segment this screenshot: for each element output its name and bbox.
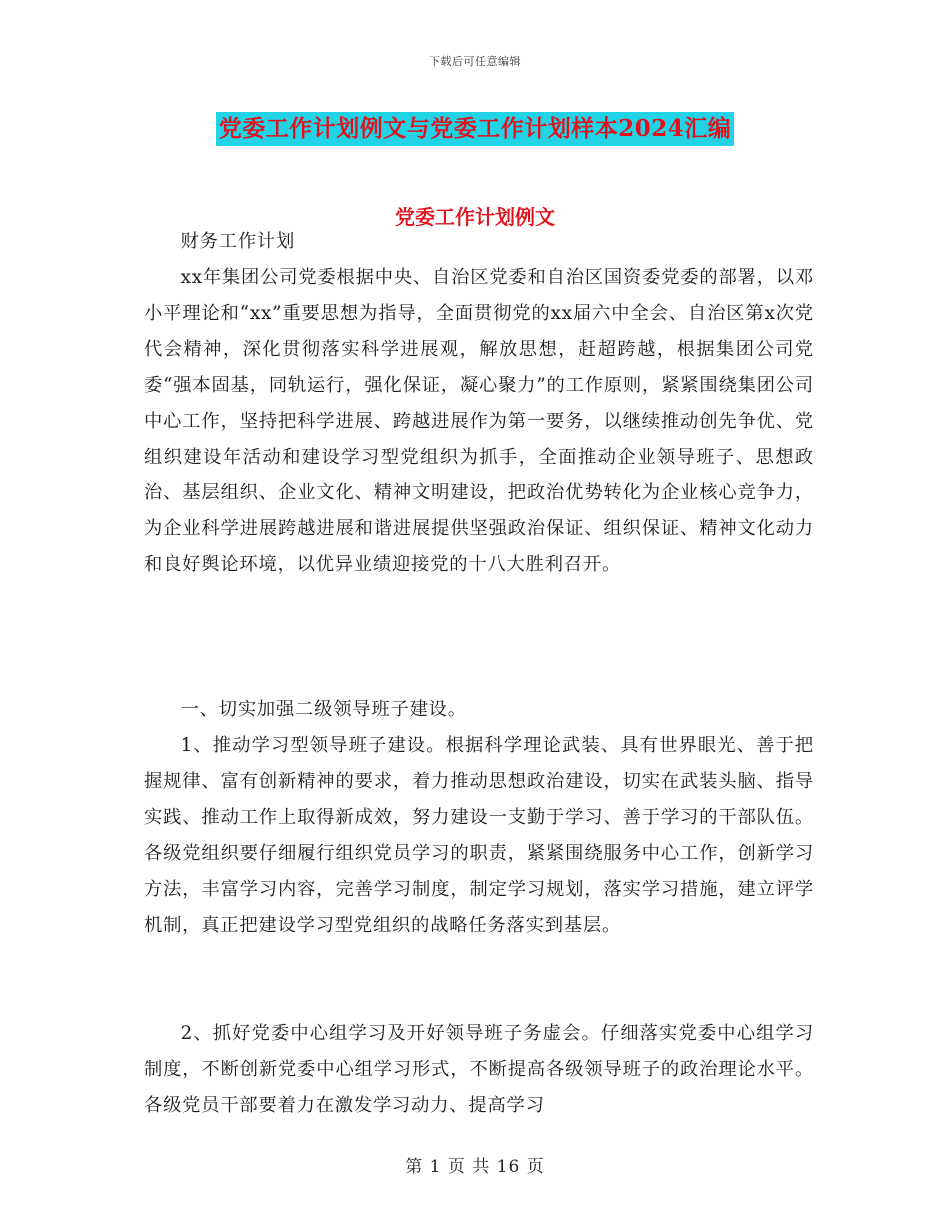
paragraph: xx年集团公司党委根据中央、自治区党委和自治区国资委党委的部署，以邓小平理论和“xx”重要思想为指导，全面贯彻党的xx届六中全会、自治区第x次党代会精神，深化贯彻落实科学进展观，解放思想，赶超跨越，根据集团公司党委“强本固基，同轨运行，强化保证，凝心聚力”的工作原则，紧紧围绕集团公司中心工作，坚持把科学进展、跨越进展作为第一要务，以继续推动创先争优、党组织建设年活动和建设学习型党组织为抓手，全面推动企业领导班子、思想政治、基层组织、企业文化、精神文明建设，把政治优势转化为企业核心竞争力，为企业科学进展跨越进展和谐进展提供坚强政治保证、组织保证、精神文化动力和良好舆论环境，以优异业绩迎接党的十八大胜利召开。 [144,267,814,576]
page-number: 第 1 页 共 16 页 [405,1157,545,1177]
document-title: 党委工作计划例文与党委工作计划样本2024汇编 [216,112,735,146]
section-title: 党委工作计划例文 [395,205,555,229]
document-title-container [0,112,950,146]
paragraph: 1、推动学习型领导班子建设。根据科学理论武装、具有世界眼光、善于把握规律、富有创新精神的要求，着力推动思想政治建设，切实在武装头脑、指导实践、推动工作上取得新成效，努力建设一支勤于学习、善于学习的干部队伍。各级党组织要仔细履行组织党员学习的职责，紧紧围绕服务中心工作，创新学习方法，丰富学习内容，完善学习制度，制定学习规划，落实学习措施，建立评学机制，真正把建设学习型党组织的战略任务落实到基层。 [144,735,814,936]
page-header-note: 下载后可任意编辑 [429,55,521,68]
paragraph: 财务工作计划 [180,231,296,252]
paragraph: 一、切实加强二级领导班子建设。 [180,699,467,720]
paragraph: 2、抓好党委中心组学习及开好领导班子务虚会。仔细落实党委中心组学习制度，不断创新党委中心组学习形式，不断提高各级领导班子的政治理论水平。各级党员干部要着力在激发学习动力、提高学习 [144,1023,814,1116]
